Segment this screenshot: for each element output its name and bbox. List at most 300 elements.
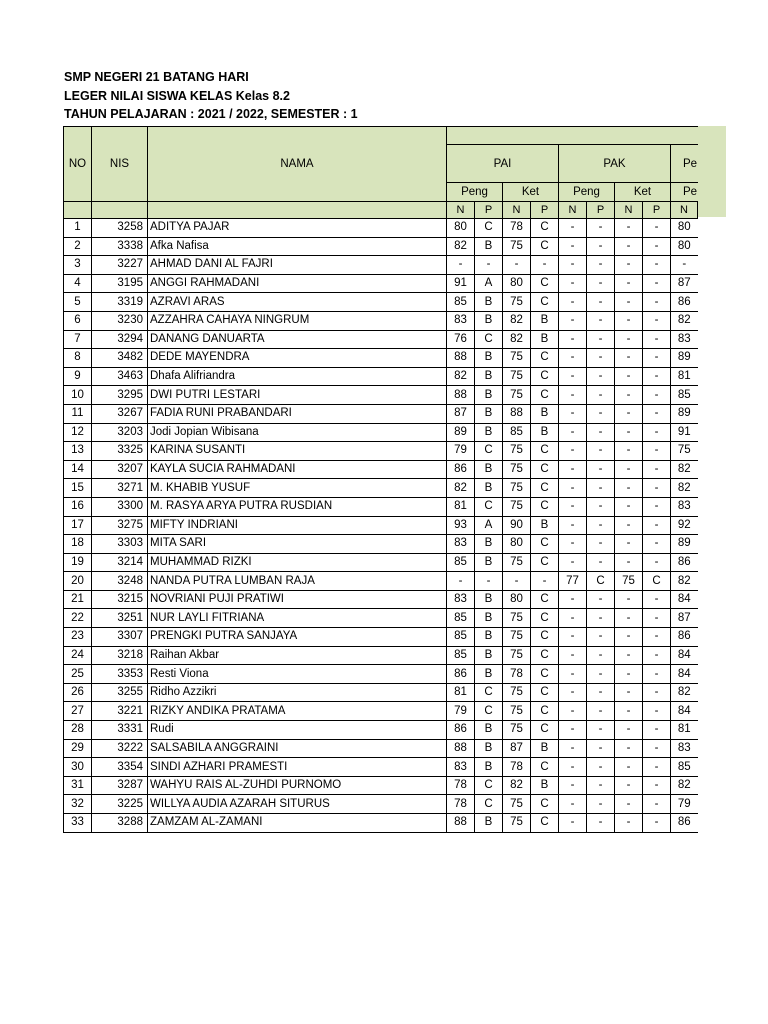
cell-pai-peng-n: 86	[447, 665, 475, 684]
cell-no: 3	[64, 256, 92, 275]
header-background-extension	[697, 126, 726, 217]
table-row	[64, 814, 698, 833]
cell-pak-peng-n: -	[559, 646, 587, 665]
col-header-no: NO	[64, 127, 92, 202]
cell-no: 1	[64, 219, 92, 238]
cell-pak-ket-p: -	[643, 702, 671, 721]
cell-nis: 3195	[92, 274, 148, 293]
cell-pak-ket-p: -	[643, 293, 671, 312]
cell-pai-ket-p: C	[531, 237, 559, 256]
cell-pai-peng-p: B	[475, 758, 503, 777]
col-header-pak-ket: Ket	[615, 183, 671, 202]
cell-nis: 3222	[92, 739, 148, 758]
cell-next-n: 87	[671, 609, 698, 628]
cell-nis: 3295	[92, 386, 148, 405]
cell-pai-peng-p: B	[475, 293, 503, 312]
cell-pak-peng-n: -	[559, 479, 587, 498]
cell-nis: 3258	[92, 219, 148, 238]
cell-next-n: 83	[671, 739, 698, 758]
cell-pai-ket-p: C	[531, 646, 559, 665]
cell-pak-ket-n: -	[615, 274, 643, 293]
cell-next-n: 91	[671, 423, 698, 442]
cell-pai-peng-p: C	[475, 330, 503, 349]
cell-pak-ket-n: -	[615, 535, 643, 554]
cell-next-n: 84	[671, 590, 698, 609]
cell-nama: Ridho Azzikri	[148, 683, 447, 702]
cell-no: 20	[64, 572, 92, 591]
subject-group-header	[447, 127, 698, 145]
cell-pak-ket-n: -	[615, 590, 643, 609]
cell-pai-peng-n: 82	[447, 479, 475, 498]
cell-pai-peng-n: 85	[447, 609, 475, 628]
table-header	[64, 127, 698, 219]
cell-no: 29	[64, 739, 92, 758]
cell-pak-peng-n: -	[559, 683, 587, 702]
cell-pai-ket-n: 75	[503, 460, 531, 479]
col-header-pak: PAK	[559, 145, 671, 183]
cell-pak-peng-n: -	[559, 739, 587, 758]
col-header-nis: NIS	[92, 127, 148, 202]
cell-pai-peng-n: 82	[447, 367, 475, 386]
cell-pai-peng-n: 83	[447, 311, 475, 330]
cell-next-n: 81	[671, 721, 698, 740]
cell-pak-peng-n: -	[559, 311, 587, 330]
cell-pai-peng-n: 88	[447, 349, 475, 368]
cell-pai-peng-n: 76	[447, 330, 475, 349]
cell-pak-ket-n: -	[615, 442, 643, 461]
table-row	[64, 311, 698, 330]
cell-nis: 3353	[92, 665, 148, 684]
cell-pai-peng-p: B	[475, 404, 503, 423]
cell-pak-ket-n: -	[615, 702, 643, 721]
cell-pak-ket-n: -	[615, 646, 643, 665]
cell-pai-peng-p: C	[475, 702, 503, 721]
cell-pak-ket-p: -	[643, 776, 671, 795]
cell-pai-ket-n: 88	[503, 404, 531, 423]
cell-pak-ket-n: -	[615, 609, 643, 628]
cell-pak-ket-p: -	[643, 628, 671, 647]
cell-nis: 3214	[92, 553, 148, 572]
cell-pai-ket-p: C	[531, 219, 559, 238]
cell-pak-ket-n: -	[615, 628, 643, 647]
cell-pai-ket-n: 78	[503, 219, 531, 238]
cell-pai-peng-n: 85	[447, 646, 475, 665]
cell-pak-peng-n: -	[559, 274, 587, 293]
cell-pai-ket-n: 75	[503, 349, 531, 368]
cell-nama: FADIA RUNI PRABANDARI	[148, 404, 447, 423]
table-row	[64, 572, 698, 591]
cell-no: 28	[64, 721, 92, 740]
cell-nama: DANANG DANUARTA	[148, 330, 447, 349]
cell-pak-ket-p: -	[643, 219, 671, 238]
cell-pak-peng-n: -	[559, 330, 587, 349]
cell-pak-peng-n: -	[559, 460, 587, 479]
cell-nama: ADITYA PAJAR	[148, 219, 447, 238]
table-row	[64, 423, 698, 442]
cell-pai-peng-n: 85	[447, 293, 475, 312]
cell-pai-peng-p: B	[475, 590, 503, 609]
cell-pak-peng-p: -	[587, 776, 615, 795]
cell-no: 22	[64, 609, 92, 628]
cell-pai-peng-p: B	[475, 553, 503, 572]
cell-pai-peng-n: 81	[447, 683, 475, 702]
cell-pak-ket-n: -	[615, 423, 643, 442]
cell-pai-peng-n: 83	[447, 758, 475, 777]
table-row	[64, 479, 698, 498]
cell-nama: ANGGI RAHMADANI	[148, 274, 447, 293]
cell-next-n: 79	[671, 795, 698, 814]
table-row	[64, 609, 698, 628]
cell-pai-peng-p: B	[475, 367, 503, 386]
cell-nis: 3218	[92, 646, 148, 665]
cell-no: 32	[64, 795, 92, 814]
cell-pai-ket-p: C	[531, 535, 559, 554]
cell-pak-peng-n: -	[559, 814, 587, 833]
cell-pai-peng-p: C	[475, 776, 503, 795]
col-header-pai: PAI	[447, 145, 559, 183]
col-header-p: P	[587, 202, 615, 219]
cell-pak-peng-n: -	[559, 553, 587, 572]
cell-no: 16	[64, 497, 92, 516]
cell-no: 2	[64, 237, 92, 256]
cell-nis: 3221	[92, 702, 148, 721]
cell-nama: AHMAD DANI AL FAJRI	[148, 256, 447, 275]
cell-pak-peng-n: -	[559, 404, 587, 423]
cell-pak-peng-p: -	[587, 646, 615, 665]
cell-nama: SINDI AZHARI PRAMESTI	[148, 758, 447, 777]
cell-pak-ket-n: -	[615, 758, 643, 777]
cell-pai-ket-p: C	[531, 795, 559, 814]
cell-pai-peng-p: B	[475, 386, 503, 405]
cell-nis: 3303	[92, 535, 148, 554]
cell-pak-ket-n: -	[615, 460, 643, 479]
cell-next-n: 86	[671, 814, 698, 833]
cell-nama: MUHAMMAD RIZKI	[148, 553, 447, 572]
cell-nis: 3325	[92, 442, 148, 461]
cell-nama: DWI PUTRI LESTARI	[148, 386, 447, 405]
cell-nama: DEDE MAYENDRA	[148, 349, 447, 368]
cell-pak-ket-p: -	[643, 535, 671, 554]
cell-nis: 3294	[92, 330, 148, 349]
cell-no: 17	[64, 516, 92, 535]
cell-pai-ket-p: C	[531, 814, 559, 833]
cell-pak-ket-n: -	[615, 330, 643, 349]
cell-pak-peng-n: -	[559, 367, 587, 386]
cell-pai-ket-p: C	[531, 497, 559, 516]
table-row	[64, 293, 698, 312]
cell-pak-ket-p: C	[643, 572, 671, 591]
cell-pai-ket-p: C	[531, 721, 559, 740]
cell-nama: Jodi Jopian Wibisana	[148, 423, 447, 442]
cell-nis: 3271	[92, 479, 148, 498]
cell-pak-peng-n: -	[559, 256, 587, 275]
cell-next-n: 84	[671, 702, 698, 721]
cell-pak-peng-n: -	[559, 293, 587, 312]
cell-pai-ket-n: 75	[503, 795, 531, 814]
cell-no: 19	[64, 553, 92, 572]
cell-next-n: -	[671, 256, 698, 275]
cell-pai-ket-n: 75	[503, 702, 531, 721]
cell-pak-peng-p: -	[587, 516, 615, 535]
cell-pai-ket-p: B	[531, 423, 559, 442]
cell-pak-ket-p: -	[643, 311, 671, 330]
cell-pai-ket-p: C	[531, 386, 559, 405]
cell-pai-peng-n: 81	[447, 497, 475, 516]
cell-no: 23	[64, 628, 92, 647]
cell-nama: RIZKY ANDIKA PRATAMA	[148, 702, 447, 721]
cell-nis: 3300	[92, 497, 148, 516]
cell-no: 26	[64, 683, 92, 702]
table-row	[64, 404, 698, 423]
cell-no: 33	[64, 814, 92, 833]
cell-pai-peng-p: -	[475, 572, 503, 591]
cell-pai-peng-p: C	[475, 219, 503, 238]
cell-pak-peng-n: -	[559, 237, 587, 256]
cell-pak-peng-p: -	[587, 349, 615, 368]
cell-pak-ket-n: 75	[615, 572, 643, 591]
cell-pak-peng-n: -	[559, 795, 587, 814]
cell-pai-peng-n: 80	[447, 219, 475, 238]
table-row	[64, 721, 698, 740]
cell-pak-ket-p: -	[643, 256, 671, 275]
cell-pak-peng-p: -	[587, 795, 615, 814]
cell-pak-ket-p: -	[643, 479, 671, 498]
cell-pak-peng-n: -	[559, 497, 587, 516]
cell-pai-peng-p: A	[475, 274, 503, 293]
cell-next-n: 75	[671, 442, 698, 461]
cell-nama: KARINA SUSANTI	[148, 442, 447, 461]
cell-nis: 3225	[92, 795, 148, 814]
cell-pai-ket-p: -	[531, 256, 559, 275]
cell-pak-peng-p: -	[587, 311, 615, 330]
cell-pak-peng-p: -	[587, 423, 615, 442]
cell-pak-ket-n: -	[615, 497, 643, 516]
cell-pak-peng-n: -	[559, 628, 587, 647]
table-row	[64, 646, 698, 665]
table-row	[64, 535, 698, 554]
cell-nis: 3275	[92, 516, 148, 535]
cell-pak-peng-p: -	[587, 293, 615, 312]
cell-nis: 3230	[92, 311, 148, 330]
cell-nis: 3248	[92, 572, 148, 591]
cell-no: 21	[64, 590, 92, 609]
academic-year: TAHUN PELAJARAN : 2021 / 2022, SEMESTER : 1	[64, 107, 358, 121]
table-row	[64, 758, 698, 777]
cell-no: 11	[64, 404, 92, 423]
cell-pai-peng-p: B	[475, 349, 503, 368]
cell-pak-peng-n: -	[559, 609, 587, 628]
cell-nama: Afka Nafisa	[148, 237, 447, 256]
table-row	[64, 237, 698, 256]
cell-next-n: 86	[671, 293, 698, 312]
cell-pak-peng-p: C	[587, 572, 615, 591]
table-row	[64, 776, 698, 795]
cell-pak-ket-n: -	[615, 683, 643, 702]
cell-pak-peng-p: -	[587, 628, 615, 647]
cell-nama: NANDA PUTRA LUMBAN RAJA	[148, 572, 447, 591]
cell-next-n: 84	[671, 646, 698, 665]
table-row	[64, 683, 698, 702]
cell-pai-peng-p: B	[475, 535, 503, 554]
table-row	[64, 274, 698, 293]
cell-pak-peng-p: -	[587, 535, 615, 554]
cell-pak-peng-n: -	[559, 516, 587, 535]
cell-pak-ket-p: -	[643, 442, 671, 461]
cell-pak-peng-p: -	[587, 665, 615, 684]
cell-pai-peng-p: B	[475, 628, 503, 647]
cell-next-n: 86	[671, 628, 698, 647]
cell-pai-peng-p: B	[475, 237, 503, 256]
cell-pai-ket-n: 78	[503, 758, 531, 777]
cell-nama: ZAMZAM AL-ZAMANI	[148, 814, 447, 833]
cell-pai-ket-n: 85	[503, 423, 531, 442]
cell-next-n: 85	[671, 758, 698, 777]
cell-pai-ket-n: 87	[503, 739, 531, 758]
cell-pak-ket-p: -	[643, 274, 671, 293]
cell-pai-ket-n: 75	[503, 683, 531, 702]
cell-pai-ket-p: C	[531, 349, 559, 368]
cell-next-n: 80	[671, 219, 698, 238]
cell-nis: 3287	[92, 776, 148, 795]
cell-nis: 3463	[92, 367, 148, 386]
cell-pai-ket-n: 82	[503, 776, 531, 795]
cell-pai-ket-n: 82	[503, 311, 531, 330]
cell-pak-ket-n: -	[615, 404, 643, 423]
cell-pai-peng-p: B	[475, 460, 503, 479]
cell-nama: AZRAVI ARAS	[148, 293, 447, 312]
table-row	[64, 702, 698, 721]
cell-next-n: 89	[671, 535, 698, 554]
cell-no: 25	[64, 665, 92, 684]
cell-nama: M. KHABIB YUSUF	[148, 479, 447, 498]
cell-pai-ket-p: -	[531, 572, 559, 591]
cell-pak-ket-p: -	[643, 404, 671, 423]
cell-no: 8	[64, 349, 92, 368]
cell-pak-ket-p: -	[643, 423, 671, 442]
cell-no: 12	[64, 423, 92, 442]
table-row	[64, 590, 698, 609]
cell-next-n: 82	[671, 572, 698, 591]
cell-no: 9	[64, 367, 92, 386]
cell-pai-peng-n: 87	[447, 404, 475, 423]
cell-next-n: 89	[671, 349, 698, 368]
cell-pak-ket-p: -	[643, 367, 671, 386]
cell-pai-peng-n: 93	[447, 516, 475, 535]
cell-next-n: 81	[671, 367, 698, 386]
cell-nama: Raihan Akbar	[148, 646, 447, 665]
cell-nis: 3227	[92, 256, 148, 275]
cell-pak-ket-n: -	[615, 553, 643, 572]
cell-pak-ket-p: -	[643, 683, 671, 702]
cell-pak-peng-p: -	[587, 683, 615, 702]
cell-pak-ket-p: -	[643, 721, 671, 740]
col-header-n: N	[503, 202, 531, 219]
cell-pai-peng-n: 85	[447, 553, 475, 572]
cell-pai-peng-n: 83	[447, 535, 475, 554]
cell-nis: 3255	[92, 683, 148, 702]
cell-no: 6	[64, 311, 92, 330]
cell-pai-peng-n: -	[447, 572, 475, 591]
cell-nama: Resti Viona	[148, 665, 447, 684]
cell-nama: Rudi	[148, 721, 447, 740]
col-header-pai-ket: Ket	[503, 183, 559, 202]
cell-nama: NOVRIANI PUJI PRATIWI	[148, 590, 447, 609]
cell-pai-ket-n: 75	[503, 628, 531, 647]
cell-pak-peng-n: 77	[559, 572, 587, 591]
cell-pak-peng-n: -	[559, 758, 587, 777]
col-header-next-subject: Pe	[671, 145, 698, 183]
table-row	[64, 516, 698, 535]
cell-pai-ket-p: B	[531, 330, 559, 349]
col-header-p: P	[475, 202, 503, 219]
document-header	[64, 68, 358, 124]
cell-pai-ket-n: 75	[503, 386, 531, 405]
cell-nis: 3482	[92, 349, 148, 368]
cell-pai-ket-n: -	[503, 572, 531, 591]
cell-pak-ket-n: -	[615, 293, 643, 312]
cell-pak-peng-p: -	[587, 219, 615, 238]
cell-pak-peng-p: -	[587, 739, 615, 758]
cell-pak-peng-p: -	[587, 404, 615, 423]
cell-pak-peng-p: -	[587, 256, 615, 275]
cell-pak-peng-p: -	[587, 553, 615, 572]
cell-pai-peng-p: B	[475, 721, 503, 740]
cell-pai-ket-p: C	[531, 460, 559, 479]
cell-pai-ket-p: C	[531, 442, 559, 461]
cell-nis: 3267	[92, 404, 148, 423]
cell-pai-ket-n: 75	[503, 293, 531, 312]
cell-next-n: 82	[671, 311, 698, 330]
cell-pai-peng-n: 79	[447, 442, 475, 461]
cell-pai-ket-p: B	[531, 516, 559, 535]
cell-pak-ket-p: -	[643, 349, 671, 368]
cell-pak-ket-n: -	[615, 739, 643, 758]
cell-nis: 3331	[92, 721, 148, 740]
table-row	[64, 460, 698, 479]
cell-pai-peng-n: 79	[447, 702, 475, 721]
cell-nis: 3319	[92, 293, 148, 312]
table-row	[64, 367, 698, 386]
col-header-n: N	[447, 202, 475, 219]
cell-pai-peng-n: 78	[447, 776, 475, 795]
col-header-p: P	[643, 202, 671, 219]
cell-nama: M. RASYA ARYA PUTRA RUSDIAN	[148, 497, 447, 516]
cell-next-n: 83	[671, 330, 698, 349]
cell-pai-ket-n: 78	[503, 665, 531, 684]
cell-next-n: 83	[671, 497, 698, 516]
cell-pai-ket-n: 75	[503, 814, 531, 833]
cell-pai-peng-p: B	[475, 665, 503, 684]
cell-nama: AZZAHRA CAHAYA NINGRUM	[148, 311, 447, 330]
cell-next-n: 82	[671, 683, 698, 702]
cell-pai-ket-n: 75	[503, 721, 531, 740]
cell-pak-peng-p: -	[587, 814, 615, 833]
table-row	[64, 386, 698, 405]
cell-pak-ket-n: -	[615, 516, 643, 535]
cell-no: 7	[64, 330, 92, 349]
cell-pak-ket-p: -	[643, 460, 671, 479]
cell-pak-peng-n: -	[559, 442, 587, 461]
cell-pai-ket-n: 75	[503, 367, 531, 386]
cell-pai-peng-n: 89	[447, 423, 475, 442]
cell-pak-ket-n: -	[615, 665, 643, 684]
cell-pai-ket-n: 80	[503, 274, 531, 293]
grade-ledger-table	[63, 126, 698, 833]
cell-pak-ket-p: -	[643, 609, 671, 628]
cell-pai-peng-p: B	[475, 311, 503, 330]
col-header-next-peng: Pe	[671, 183, 698, 202]
cell-pai-ket-p: C	[531, 628, 559, 647]
